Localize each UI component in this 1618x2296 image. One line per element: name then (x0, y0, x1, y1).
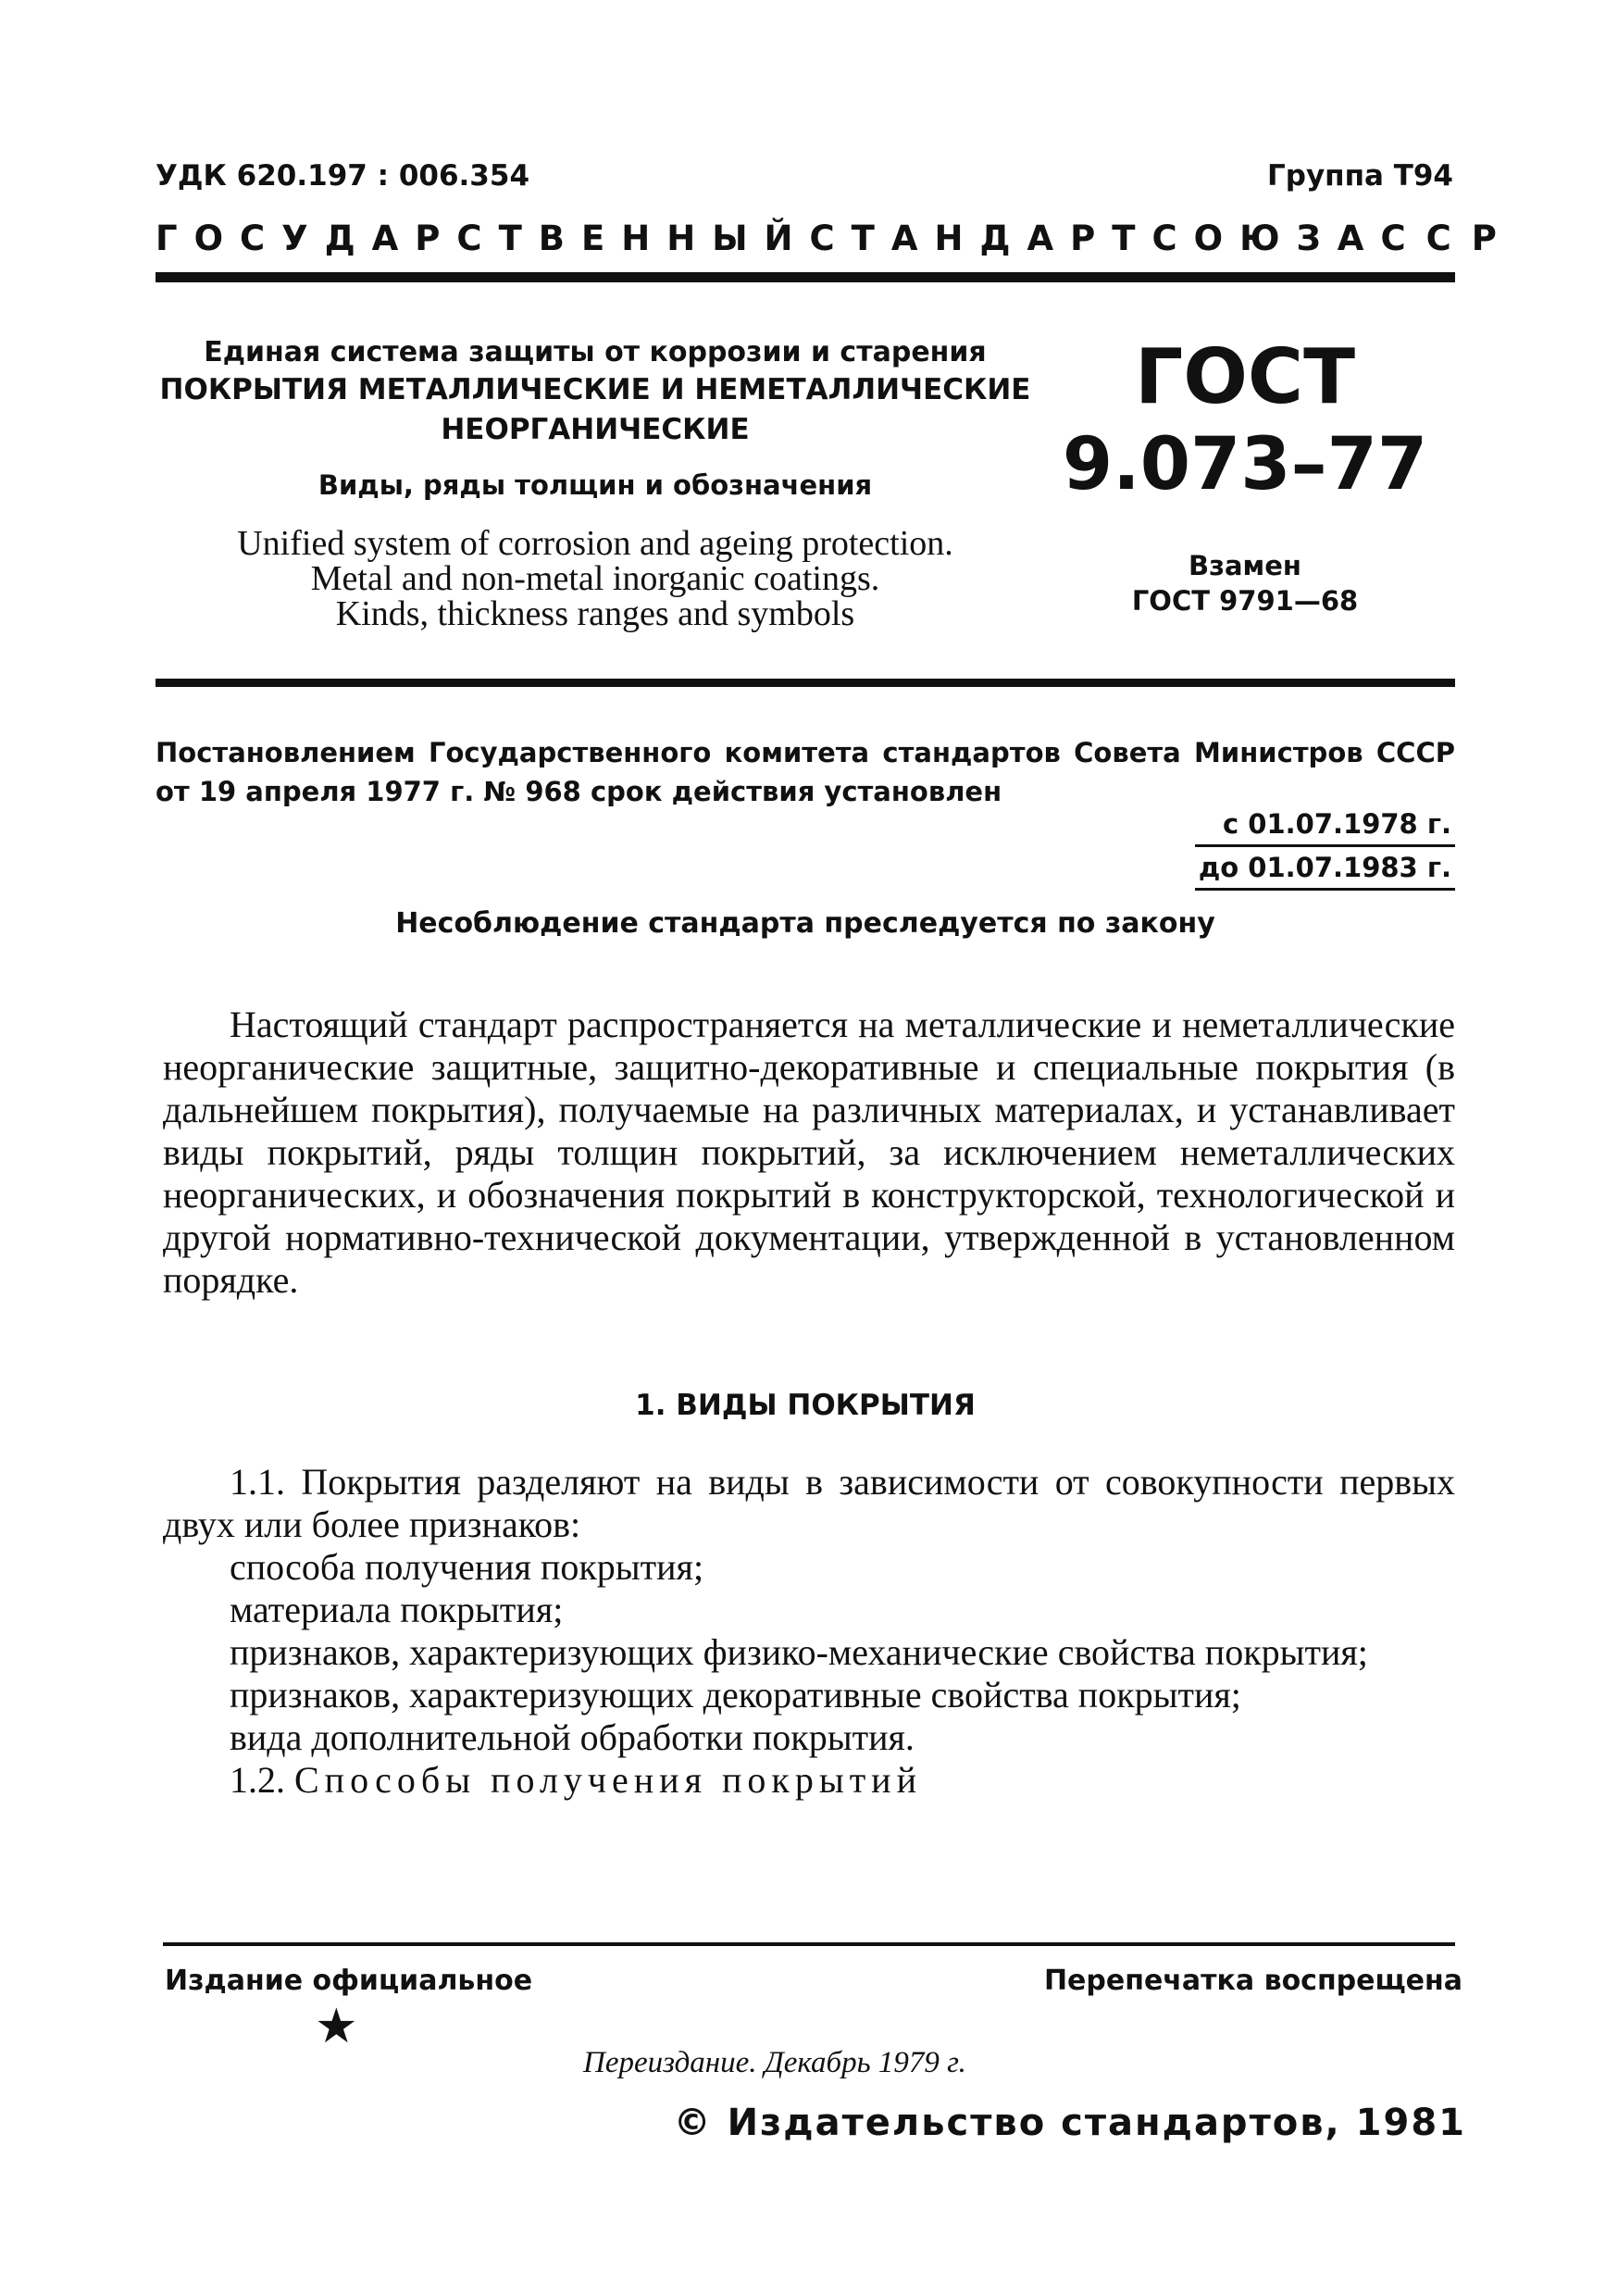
state-standard-banner (156, 218, 1517, 258)
english-title-line: Unified system of corrosion and ageing protection. (237, 524, 953, 563)
validity-dates (1195, 804, 1455, 891)
section-title: 1. ВИДЫ ПОКРЫТИЯ (635, 1389, 976, 1422)
clause-1-2-heading: Способы получения покрытий (294, 1759, 922, 1801)
intro-paragraph: Настоящий стандарт распространяется на металлические и неметаллические неорганические защитные, защитно-декоративные и специальные покрытия (в дальнейшем покрытия), получаемые на различных материалах, и устанавливает виды покрытий, ряды толщин покрытий, за исключением неметаллических неорганических, и обозначения покрытий в конструкторской, технологической и другой нормативно-технической документации, утвержденной в установленном порядке. (163, 1004, 1455, 1301)
clause-1-2 (163, 1759, 1455, 1802)
list-item: признаков, характеризующих физико-механические свойства покрытия; (230, 1631, 1368, 1673)
english-title-line: Metal and non-metal inorganic coatings. (310, 559, 880, 598)
title-block (156, 335, 1035, 631)
english-title (156, 526, 1035, 631)
replaces-standard: ГОСТ 9791—68 (1131, 585, 1359, 617)
reprint-prohibited: Перепечатка воспрещена (1043, 1965, 1462, 1997)
list-item: способа получения покрытия; (230, 1546, 704, 1588)
official-edition: Издание официальное (165, 1965, 533, 1997)
list-item: материала покрытия; (230, 1589, 564, 1630)
banner-word: ССР (1380, 218, 1517, 258)
copyright: © Издательство стандартов, 1981 (673, 2102, 1466, 2144)
clause-1-1: 1.1. Покрытия разделяют на виды в зависимости от совокупности первых двух или более признаков: (163, 1461, 1455, 1545)
middle-divider (156, 679, 1455, 687)
replaces-label: Взамен (1189, 550, 1301, 581)
main-title-line-1: ПОКРЫТИЯ МЕТАЛЛИЧЕСКИЕ И НЕМЕТАЛЛИЧЕСКИЕ (159, 373, 1031, 406)
banner-word: ГОСУДАРСТВЕННЫЙ (156, 218, 810, 258)
section-body (163, 1461, 1455, 1802)
english-title-line: Kinds, thickness ranges and symbols (335, 594, 855, 633)
list-item: признаков, характеризующих декоративные свойства покрытия; (230, 1674, 1241, 1716)
gost-number: 9.073–77 (1062, 423, 1428, 506)
list-item: вида дополнительной обработки покрытия. (230, 1716, 915, 1758)
group-code: Группа Т94 (1267, 159, 1453, 193)
valid-to: до 01.07.1983 г. (1195, 844, 1455, 891)
reissue-note: Переиздание. Декабрь 1979 г. (583, 2046, 966, 2079)
footer-divider (163, 1942, 1455, 1946)
top-divider (156, 272, 1455, 282)
banner-word: СОЮЗА (1151, 218, 1381, 258)
gost-label: ГОСТ (1134, 333, 1356, 421)
udk-code: УДК 620.197 : 006.354 (156, 159, 530, 193)
gost-designation (1060, 333, 1430, 618)
series-title: Единая система защиты от коррозии и старения (204, 336, 987, 368)
decree-text: Постановлением Государственного комитета стандартов Совета Министров СССР от 19 апреля 1977 г. № 968 срок действия установлен (156, 737, 1455, 807)
star-icon: ★ (315, 2001, 358, 2053)
banner-word: СТАНДАРТ (809, 218, 1152, 258)
law-warning: Несоблюдение стандарта преследуется по закону (395, 907, 1215, 940)
valid-from: с 01.07.1978 г. (1222, 808, 1451, 840)
clause-1-2-number: 1.2. (230, 1759, 285, 1801)
main-title-line-2: НЕОРГАНИЧЕСКИЕ (441, 413, 750, 446)
subtitle: Виды, ряды толщин и обозначения (317, 469, 873, 501)
